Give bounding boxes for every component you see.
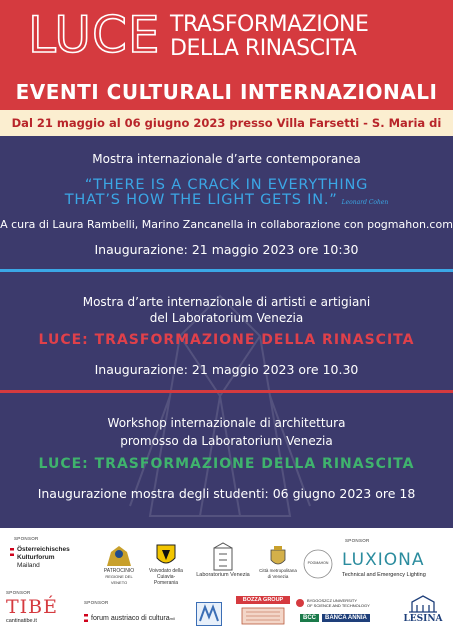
bozza-name: BOZZA GROUP bbox=[236, 596, 290, 604]
header-subtitle bbox=[170, 13, 440, 61]
pomerania-line1: Voivodato della bbox=[149, 568, 183, 574]
austria-flag-icon-2 bbox=[84, 614, 88, 622]
bozza-group-logo bbox=[236, 596, 290, 631]
header-banner bbox=[0, 0, 453, 110]
section1-curators: A cura di Laura Rambelli, Marino Zancanella in collaborazione con pogmahon.com bbox=[0, 218, 453, 231]
lion-icon bbox=[105, 544, 133, 568]
pogmahon-logo bbox=[302, 548, 334, 580]
university-logo bbox=[196, 602, 222, 626]
lesina-logo bbox=[398, 594, 448, 624]
banca-annia-name: BANCA ANNIA bbox=[322, 614, 370, 622]
osterreich-line2: Kulturforum bbox=[17, 554, 55, 561]
patrocinio-line1: PATROCINIO bbox=[103, 568, 135, 574]
laboratorium-name: Laboratorium Venezia bbox=[196, 572, 250, 578]
tibe-name: TIBÉ bbox=[6, 596, 59, 618]
lesina-building-icon bbox=[407, 594, 439, 614]
section3-event-title: LUCE: TRASFORMAZIONE DELLA RINASCITA bbox=[38, 456, 415, 472]
bozza-building-icon bbox=[236, 604, 290, 626]
luxiona-logo bbox=[342, 546, 446, 578]
osterreich-line1: Österreichisches bbox=[17, 546, 70, 553]
section1-inauguration: Inaugurazione: 21 maggio 2023 ore 10:30 bbox=[94, 242, 359, 257]
osterreich-line3: Mailand bbox=[17, 562, 40, 569]
quote-line2 bbox=[0, 193, 453, 210]
forum-austriaco-logo bbox=[84, 614, 194, 622]
pomerania-line2: Cuiavia-Pomerania bbox=[153, 574, 179, 586]
section3-title-line1: Workshop internazionale di architettura bbox=[107, 416, 346, 430]
university-mark-icon bbox=[197, 603, 221, 625]
city-crest-icon bbox=[270, 546, 286, 568]
sponsor-label-left: SPONSOR bbox=[14, 536, 39, 541]
bydgoszcz-line2: OF SCIENCE AND TECHNOLOGY bbox=[307, 603, 370, 608]
osterreich-logo bbox=[10, 546, 72, 570]
tibe-logo bbox=[6, 596, 70, 624]
bydgoszcz-dot-icon bbox=[296, 599, 304, 607]
date-strip bbox=[0, 110, 453, 136]
section2-inauguration: Inaugurazione: 21 maggio 2023 ore 10.30 bbox=[94, 362, 359, 377]
patrocinio-line2: REGIONE DEL VENETO bbox=[105, 574, 133, 585]
luce-title: LUCE bbox=[28, 6, 161, 64]
pogmahon-text: POGMAHON bbox=[307, 561, 329, 565]
pomerania-logo bbox=[146, 544, 186, 586]
bydgoszcz-logo bbox=[296, 598, 390, 608]
sponsor-label-bottom-left: SPONSOR bbox=[6, 590, 31, 595]
section2-event-title: LUCE: TRASFORMAZIONE DELLA RINASCITA bbox=[38, 332, 415, 348]
austria-flag-icon bbox=[10, 548, 14, 556]
quote-line1: “THERE IS A CRACK IN EVERYTHING bbox=[84, 177, 369, 193]
luxiona-sub: Technical and Emergency Lighting bbox=[342, 572, 426, 578]
section3-title-line2: promosso da Laboratorium Venezia bbox=[120, 434, 333, 448]
forum-name: forum austriaco di cultura bbox=[91, 614, 170, 622]
date-line: Dal 21 maggio al 06 giugno 2023 presso Villa Farsetti - S. Maria di bbox=[11, 116, 442, 130]
sponsor-label-right: SPONSOR bbox=[345, 538, 370, 543]
section1-quote bbox=[0, 178, 453, 210]
section2-title bbox=[0, 294, 453, 326]
quote-line2-text: THAT’S HOW THE LIGHT GETS IN.” bbox=[64, 192, 338, 208]
building-sketch-icon bbox=[210, 542, 236, 572]
coat-of-arms-icon bbox=[156, 544, 176, 568]
eventi-heading: EVENTI CULTURALI INTERNAZIONALI bbox=[15, 80, 438, 104]
divider-red bbox=[0, 390, 453, 393]
sponsor-area bbox=[0, 528, 453, 640]
tibe-sub: cantinatibe.it bbox=[6, 618, 37, 624]
bydgoszcz-line1: BYDGOSZCZ UNIVERSITY bbox=[307, 598, 358, 603]
luxiona-name: LUXIONA bbox=[342, 550, 425, 570]
section2-title-line1: Mostra d’arte internazionale di artisti e artigiani bbox=[82, 295, 371, 309]
main-panel bbox=[0, 136, 453, 528]
banca-annia-logo bbox=[300, 614, 394, 622]
citta-line2: di Venezia bbox=[267, 574, 289, 579]
citta-line1: Città metropolitana bbox=[259, 568, 297, 573]
section2-title-line2: del Laboratorium Venezia bbox=[149, 311, 304, 325]
forum-sup: mil bbox=[169, 615, 175, 621]
citta-metropolitana-logo bbox=[256, 546, 300, 580]
header-subtitle-line1: TRASFORMAZIONE bbox=[170, 12, 369, 37]
section3-inauguration: Inaugurazione mostra degli studenti: 06 giugno 2023 ore 18 bbox=[37, 486, 416, 501]
quote-author: Leonard Cohen bbox=[341, 199, 389, 206]
lesina-name: LESINA bbox=[403, 614, 443, 624]
divider-blue bbox=[0, 269, 453, 272]
sponsor-label-bottom-mid: SPONSOR bbox=[84, 600, 109, 605]
bcc-badge: BCC bbox=[300, 614, 319, 622]
laboratorium-logo bbox=[192, 542, 254, 578]
regione-veneto-logo bbox=[98, 544, 140, 586]
section1-title: Mostra internazionale d’arte contemporanea bbox=[92, 152, 361, 166]
header-subtitle-line2: DELLA RINASCITA bbox=[170, 36, 357, 61]
section3-title bbox=[0, 414, 453, 450]
